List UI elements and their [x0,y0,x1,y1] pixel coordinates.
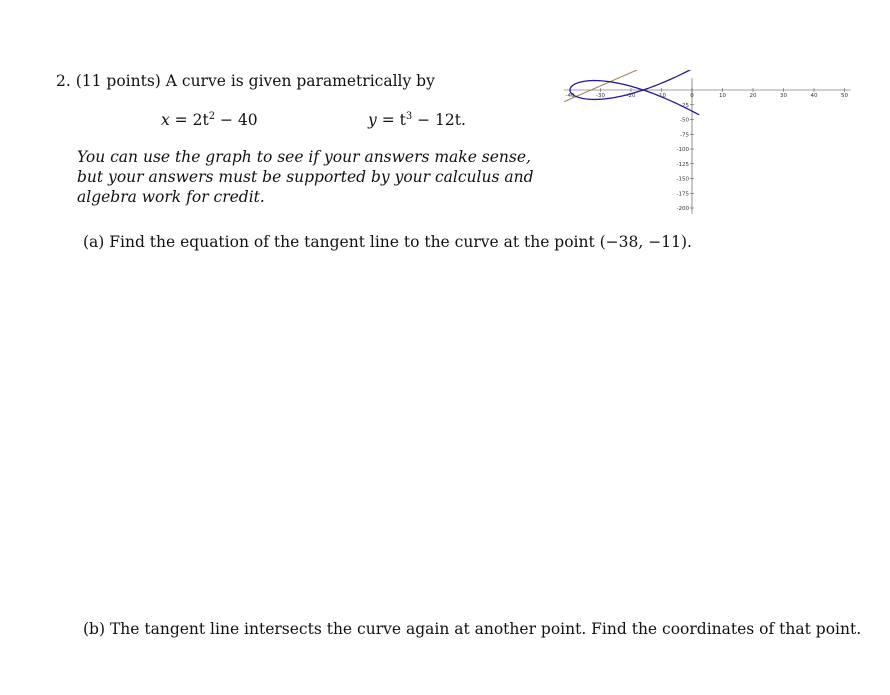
problem-header: 2. (11 points) A curve is given parametrically by [56,72,435,90]
x-tick-label: 40 [810,93,818,99]
x-tick-label: 20 [749,93,757,99]
y-tick-label: -75 [680,132,689,139]
x-tick-label: -10 [657,93,666,99]
equation-x-body: = 2t [169,111,209,129]
y-tick-label: -175 [676,191,689,198]
y-tick-label: -150 [676,176,689,183]
y-tick-label: -200 [676,206,689,212]
equation-x-exponent: 2 [208,111,216,122]
parametric-curve [570,70,828,115]
x-tick-label: 10 [719,93,726,99]
equation-y-var: y [368,111,377,129]
tangent-line [564,70,845,102]
equation-y-exponent: 3 [405,111,413,122]
x-tick-label: 50 [841,93,848,99]
x-tick-label: -40 [565,93,575,99]
equation-y-tail: − 12t. [412,111,466,129]
y-tick-label: -100 [676,147,689,153]
equation-y-body: = t [376,111,406,129]
x-tick-label: 0 [690,93,694,99]
y-tick-label: -25 [680,102,689,109]
part-b-question: (b) The tangent line intersects the curve again at another point. Find the coordinates of that point. [83,620,862,638]
x-tick-label: -30 [596,93,605,99]
x-tick-label: -20 [626,93,636,99]
equation-x-var: x [161,111,170,129]
equation-y [368,113,466,129]
x-tick-label: 30 [780,93,787,99]
equation-x-tail: − 40 [215,111,258,129]
parametric-curve-graph [560,70,870,220]
instructions: You can use the graph to see if your answers make sense, but your answers must be supported by your calculus and algebra work for credit. [77,148,534,206]
y-tick-label: -125 [676,161,689,168]
part-a-question: (a) Find the equation of the tangent line to the curve at the point (−38, −11). [83,233,692,251]
y-tick-label: -50 [680,117,689,124]
equation-x [161,113,258,129]
